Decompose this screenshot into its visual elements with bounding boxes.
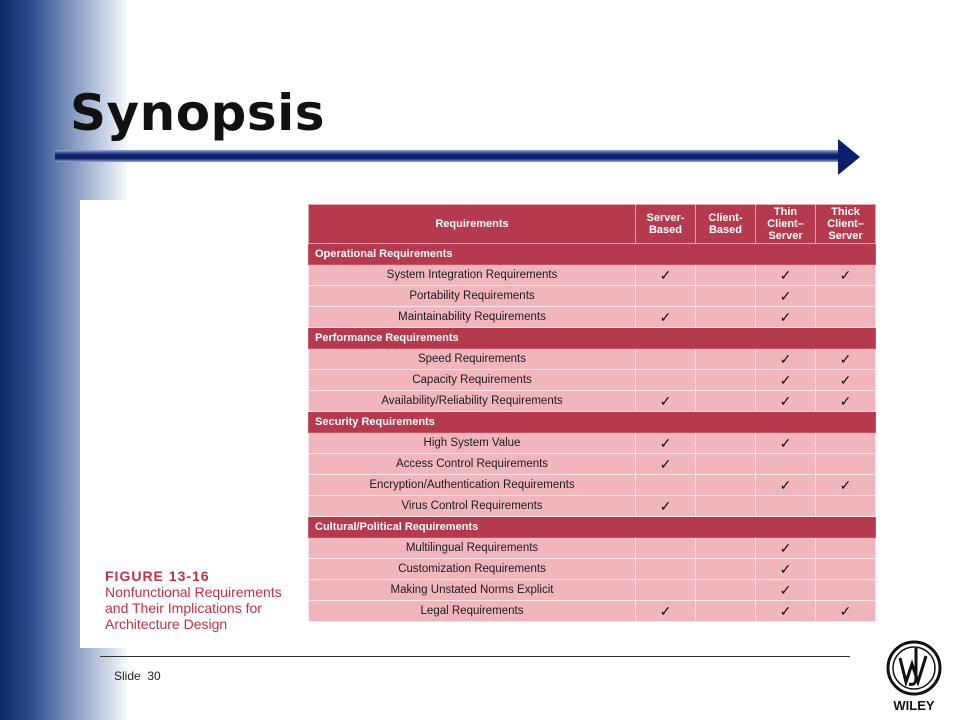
check-cell xyxy=(696,370,756,391)
table-row xyxy=(309,433,876,454)
slide-label: Slide xyxy=(114,669,141,683)
table-row xyxy=(309,265,876,286)
footer-divider xyxy=(100,656,850,657)
requirement-label: Virus Control Requirements xyxy=(309,496,636,517)
check-cell xyxy=(696,496,756,517)
check-cell xyxy=(816,538,876,559)
check-cell xyxy=(696,433,756,454)
check-cell xyxy=(696,307,756,328)
checkmark-icon: ✓ xyxy=(839,602,852,619)
table-row xyxy=(309,370,876,391)
checkmark-icon: ✓ xyxy=(779,308,792,325)
checkmark-icon: ✓ xyxy=(779,350,792,367)
table-row xyxy=(309,307,876,328)
check-cell xyxy=(756,286,816,307)
checkmark-icon: ✓ xyxy=(779,539,792,556)
check-cell xyxy=(816,265,876,286)
requirement-label: High System Value xyxy=(309,433,636,454)
wiley-logo xyxy=(882,638,946,714)
header-requirements: Requirements xyxy=(309,205,636,244)
requirement-label: Portability Requirements xyxy=(309,286,636,307)
publisher-name: WILEY xyxy=(893,698,935,713)
section-row xyxy=(309,244,876,265)
check-cell xyxy=(636,307,696,328)
check-cell xyxy=(636,475,696,496)
check-cell xyxy=(696,391,756,412)
checkmark-icon: ✓ xyxy=(779,266,792,283)
table-row xyxy=(309,559,876,580)
check-cell xyxy=(816,307,876,328)
check-cell xyxy=(816,559,876,580)
checkmark-icon: ✓ xyxy=(779,434,792,451)
table-row xyxy=(309,391,876,412)
check-cell xyxy=(816,454,876,475)
check-cell xyxy=(636,349,696,370)
check-cell xyxy=(636,391,696,412)
check-cell xyxy=(636,580,696,601)
check-cell xyxy=(816,496,876,517)
check-cell xyxy=(816,475,876,496)
table-header-row xyxy=(309,205,876,244)
table-row xyxy=(309,538,876,559)
section-row xyxy=(309,412,876,433)
figure-caption xyxy=(105,568,295,632)
check-cell xyxy=(756,391,816,412)
section-title: Security Requirements xyxy=(309,412,876,433)
checkmark-icon: ✓ xyxy=(839,371,852,388)
requirement-label: Maintainability Requirements xyxy=(309,307,636,328)
check-cell xyxy=(696,475,756,496)
table-row xyxy=(309,580,876,601)
check-cell xyxy=(636,454,696,475)
check-cell xyxy=(816,580,876,601)
checkmark-icon: ✓ xyxy=(779,602,792,619)
slide-number xyxy=(114,669,161,683)
check-cell xyxy=(636,538,696,559)
check-cell xyxy=(696,349,756,370)
checkmark-icon: ✓ xyxy=(659,602,672,619)
table-row xyxy=(309,286,876,307)
checkmark-icon: ✓ xyxy=(779,287,792,304)
header-thin-client-server: Thin Client–Server xyxy=(756,205,816,244)
table-row xyxy=(309,496,876,517)
header-thick-client-server: Thick Client–Server xyxy=(816,205,876,244)
title-arrow-icon xyxy=(838,139,860,175)
check-cell xyxy=(636,433,696,454)
checkmark-icon: ✓ xyxy=(779,581,792,598)
check-cell xyxy=(756,496,816,517)
check-cell xyxy=(696,454,756,475)
requirements-table xyxy=(308,204,876,622)
check-cell xyxy=(696,601,756,622)
check-cell xyxy=(636,496,696,517)
check-cell xyxy=(756,559,816,580)
figure-caption-text: Nonfunctional Requirements and Their Implications for Architecture Design xyxy=(105,584,282,632)
check-cell xyxy=(756,265,816,286)
section-title: Operational Requirements xyxy=(309,244,876,265)
check-cell xyxy=(816,433,876,454)
check-cell xyxy=(816,349,876,370)
requirement-label: Access Control Requirements xyxy=(309,454,636,475)
section-row xyxy=(309,328,876,349)
check-cell xyxy=(696,580,756,601)
slide-number-value: 30 xyxy=(147,669,161,683)
checkmark-icon: ✓ xyxy=(779,392,792,409)
requirement-label: Legal Requirements xyxy=(309,601,636,622)
title-underline-bar xyxy=(55,150,845,162)
requirement-label: Capacity Requirements xyxy=(309,370,636,391)
checkmark-icon: ✓ xyxy=(839,266,852,283)
check-cell xyxy=(816,370,876,391)
table-row xyxy=(309,454,876,475)
check-cell xyxy=(696,286,756,307)
check-cell xyxy=(756,580,816,601)
check-cell xyxy=(636,286,696,307)
check-cell xyxy=(636,559,696,580)
checkmark-icon: ✓ xyxy=(659,308,672,325)
check-cell xyxy=(756,475,816,496)
table-row xyxy=(309,601,876,622)
checkmark-icon: ✓ xyxy=(659,392,672,409)
check-cell xyxy=(756,538,816,559)
requirement-label: Encryption/Authentication Requirements xyxy=(309,475,636,496)
checkmark-icon: ✓ xyxy=(839,392,852,409)
requirement-label: Multilingual Requirements xyxy=(309,538,636,559)
table-row xyxy=(309,475,876,496)
check-cell xyxy=(756,349,816,370)
checkmark-icon: ✓ xyxy=(659,497,672,514)
checkmark-icon: ✓ xyxy=(659,266,672,283)
figure-panel xyxy=(80,200,888,648)
section-title: Performance Requirements xyxy=(309,328,876,349)
header-server-based: Server-Based xyxy=(636,205,696,244)
section-row xyxy=(309,517,876,538)
table-row xyxy=(309,349,876,370)
checkmark-icon: ✓ xyxy=(839,476,852,493)
section-title: Cultural/Political Requirements xyxy=(309,517,876,538)
requirement-label: Speed Requirements xyxy=(309,349,636,370)
check-cell xyxy=(696,538,756,559)
check-cell xyxy=(696,265,756,286)
checkmark-icon: ✓ xyxy=(659,434,672,451)
slide-title: Synopsis xyxy=(70,84,326,142)
check-cell xyxy=(756,433,816,454)
check-cell xyxy=(636,265,696,286)
check-cell xyxy=(636,601,696,622)
check-cell xyxy=(756,454,816,475)
check-cell xyxy=(756,370,816,391)
requirement-label: System Integration Requirements xyxy=(309,265,636,286)
check-cell xyxy=(696,559,756,580)
checkmark-icon: ✓ xyxy=(779,476,792,493)
figure-caption-label: FIGURE 13-16 xyxy=(105,568,210,584)
check-cell xyxy=(756,307,816,328)
check-cell xyxy=(636,370,696,391)
check-cell xyxy=(816,601,876,622)
checkmark-icon: ✓ xyxy=(779,560,792,577)
header-client-based: Client-Based xyxy=(696,205,756,244)
checkmark-icon: ✓ xyxy=(839,350,852,367)
table-body xyxy=(309,244,876,622)
check-cell xyxy=(816,391,876,412)
requirement-label: Making Unstated Norms Explicit xyxy=(309,580,636,601)
checkmark-icon: ✓ xyxy=(779,371,792,388)
requirement-label: Availability/Reliability Requirements xyxy=(309,391,636,412)
checkmark-icon: ✓ xyxy=(659,455,672,472)
check-cell xyxy=(816,286,876,307)
check-cell xyxy=(756,601,816,622)
requirement-label: Customization Requirements xyxy=(309,559,636,580)
